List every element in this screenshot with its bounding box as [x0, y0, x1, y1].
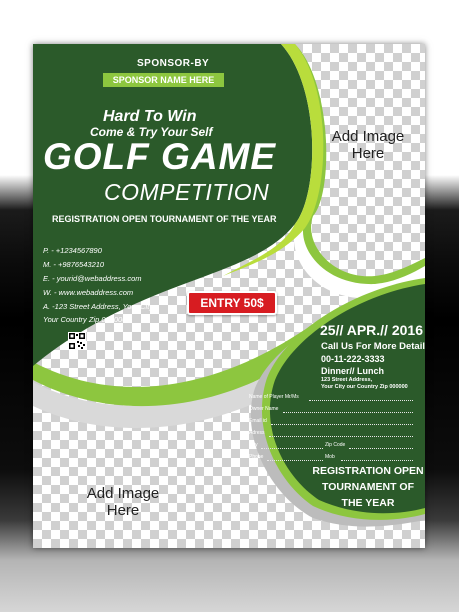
form-field-phone-mob[interactable]	[249, 454, 415, 463]
form-line	[271, 424, 413, 425]
form-field-owner-name[interactable]	[249, 406, 415, 415]
placeholder-top-line2: Here	[351, 145, 385, 162]
image-placeholder-top	[318, 128, 418, 162]
form-field-address[interactable]	[249, 430, 415, 439]
placeholder-top-line1: Add Image	[331, 128, 405, 145]
sponsor-by-label: SPONSOR-BY	[137, 58, 210, 69]
form-line	[309, 400, 413, 401]
footer-line1: REGISTRATION OPEN	[312, 465, 424, 477]
form-line	[341, 460, 413, 461]
dinner-lunch-text: Dinner// Lunch	[321, 366, 384, 376]
form-field-city-zip[interactable]	[249, 442, 415, 451]
form-line	[267, 460, 323, 461]
contact-email: E. - yourid@webaddress.com	[43, 274, 142, 283]
form-label-email: Email id	[249, 418, 267, 424]
form-label-phone: Phone	[249, 454, 264, 460]
sponsor-name-bar: SPONSOR NAME HERE	[103, 73, 224, 87]
qr-code-icon	[68, 332, 86, 350]
form-label-player-name: Name of Player Mr/Ms	[249, 394, 299, 400]
form-label-address: Adress	[249, 430, 265, 436]
registration-tagline: REGISTRATION OPEN TOURNAMENT OF THE YEAR	[52, 214, 277, 224]
form-field-email[interactable]	[249, 418, 415, 427]
footer-line2: TOURNAMENT OF	[322, 481, 414, 493]
call-us-text: Call Us For More Detail	[321, 341, 425, 352]
form-field-player-name[interactable]	[249, 394, 415, 403]
golf-flyer	[33, 44, 425, 548]
form-line	[269, 436, 413, 437]
form-line	[283, 412, 413, 413]
contact-web: W. - www.webaddress.com	[43, 288, 134, 297]
hard-to-win-text: Hard To Win	[103, 108, 197, 125]
come-try-text: Come & Try Your Self	[90, 125, 213, 139]
image-placeholder-bottom	[73, 485, 173, 519]
form-label-zip: Zip Code	[325, 442, 346, 448]
event-address-line1: 123 Street Address,	[321, 377, 373, 383]
golf-game-title: GOLF GAME	[43, 136, 277, 177]
form-label-city: City	[249, 442, 258, 448]
placeholder-bottom-line1: Add Image	[86, 485, 160, 502]
event-phone: 00-11-222-3333	[321, 354, 385, 364]
form-line	[261, 448, 323, 449]
entry-fee-badge: ENTRY 50$	[187, 291, 277, 315]
event-date: 25// APR.// 2016	[320, 322, 423, 338]
form-line	[349, 448, 413, 449]
event-address-line2: Your City our Country Zip 000000	[321, 384, 408, 390]
contact-address-zip: Your Country Zip 000000	[43, 315, 127, 324]
placeholder-bottom-line2: Here	[106, 502, 140, 519]
form-label-mob: Mob	[325, 454, 335, 460]
contact-phone: P. - +1234567890	[43, 246, 102, 255]
competition-title: COMPETITION	[104, 179, 270, 205]
footer-line3: THE YEAR	[341, 497, 395, 509]
form-label-owner-name: Owner Name	[249, 406, 279, 412]
contact-mobile: M. - +9876543210	[43, 260, 105, 269]
contact-address: A. -123 Street Address, Your City	[43, 302, 154, 311]
